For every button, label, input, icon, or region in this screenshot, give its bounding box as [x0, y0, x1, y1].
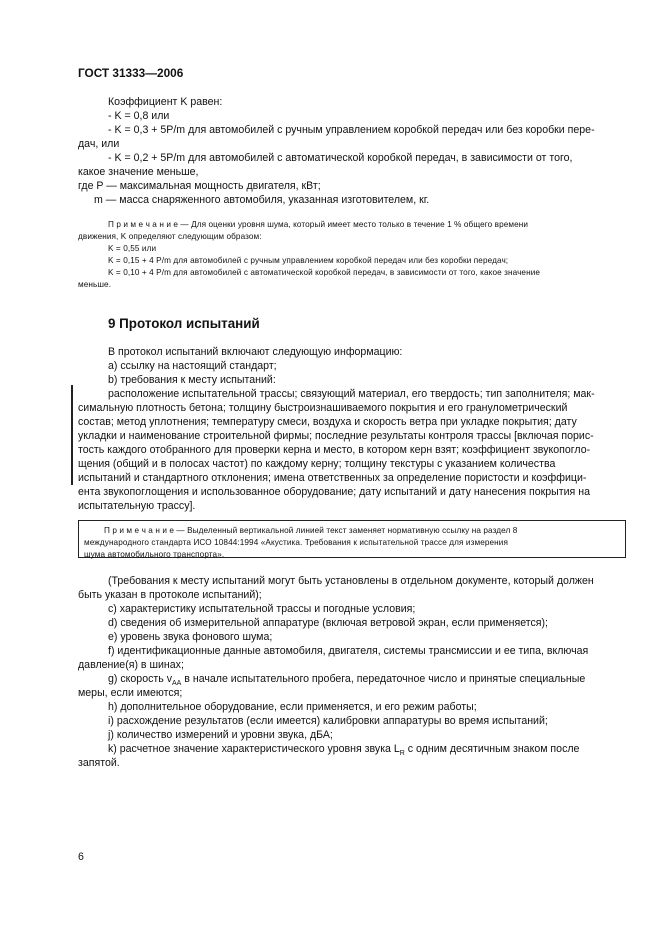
list-item-k	[108, 743, 579, 760]
change-marker-bar	[71, 385, 73, 485]
note2-line-2: международного стандарта ИСО 10844:1994 «Акустика. Требования к испытательной трассе для измерения	[84, 538, 508, 547]
list-item-a: a) ссылку на настоящий стандарт;	[108, 360, 277, 372]
site-requirements-line-7: испытаний и стандартного отклонения; имена ответственных за определение пористости и коэффици-	[78, 472, 587, 484]
list-item-f: f) идентификационные данные автомобиля, двигателя, системы трансмиссии и ее типа, включая	[108, 645, 589, 657]
note1-line-3: K = 0,55 или	[108, 244, 157, 253]
level-subscript: R	[399, 750, 405, 758]
note1-line-4: K = 0,15 + 4 P/m для автомобилей с ручным управлением коробкой передач или без коробки передач;	[108, 256, 509, 265]
note2-line-3: шума автомобильного транспорта».	[84, 550, 225, 559]
list-item-k-cont: запятой.	[78, 757, 120, 769]
coef-where-m: m — масса снаряженного автомобиля, указанная изготовителем, кг.	[94, 194, 430, 206]
list-item-i: i) расхождение результатов (если имеется) калибровки аппаратуры во время испытаний;	[108, 715, 548, 727]
list-item-g-start: g) скорость v	[108, 673, 172, 685]
section-intro: В протокол испытаний включают следующую информацию:	[108, 346, 403, 358]
site-requirements-note-cont: быть указан в протоколе испытаний);	[78, 589, 262, 601]
site-requirements-line-9: испытательную трассу].	[78, 500, 196, 512]
list-item-b: b) требования к месту испытаний:	[108, 374, 276, 386]
list-item-g-cont: меры, если имеются;	[78, 687, 183, 699]
document-header: ГОСТ 31333—2006	[78, 66, 184, 80]
site-requirements-line-2: симальную плотность бетона; толщину быстроизнашиваемого покрытия и его гранулометрический	[78, 402, 568, 414]
page-number: 6	[78, 851, 84, 863]
site-requirements-line-8: ента звукопоглощения и использованное оборудование; дату испытаний и дату нанесения покрытия на	[78, 486, 590, 498]
list-item-k-start: k) расчетное значение характеристического уровня звука L	[108, 743, 400, 755]
list-item-k-end: с одним десятичным знаком после	[404, 743, 580, 755]
speed-subscript: AA	[172, 680, 182, 688]
list-item-e: e) уровень звука фонового шума;	[108, 631, 273, 643]
coef-option-1: - K = 0,8 или	[108, 110, 170, 122]
list-item-c: c) характеристику испытательной трассы и погодные условия;	[108, 603, 416, 615]
coef-option-2-cont: дач, или	[78, 138, 120, 150]
section-heading: 9 Протокол испытаний	[108, 316, 260, 331]
list-item-g-end: в начале испытательного пробега, передаточное число и принятые специальные	[181, 673, 586, 685]
site-requirements-line-5: тость каждого отобранного для проверки керна и место, в котором керн взят; коэффициент звукопогло-	[78, 444, 591, 456]
coef-option-3-cont: какое значение меньше,	[78, 166, 199, 178]
coef-where-p: где P — максимальная мощность двигателя, кВт;	[78, 180, 321, 192]
site-requirements-line-3: состав; метод уплотнения; температуру смеси, воздуха и скорость ветра при укладке покрытия; дату	[78, 416, 577, 428]
list-item-d: d) сведения об измерительной аппаратуре (включая ветровой экран, если применяется);	[108, 617, 548, 629]
note1-line-5: K = 0,10 + 4 P/m для автомобилей с автоматической коробкой передач, в зависимости от того, какое значение	[108, 268, 541, 277]
note1-line-6: меньше.	[78, 280, 112, 289]
list-item-j: j) количество измерений и уровни звука, дБА;	[108, 729, 333, 741]
coef-intro: Коэффициент K равен:	[108, 96, 223, 108]
site-requirements-line-6: щения (общий и в полосах частот) по каждому керну; толщину текстуры с указанием количества	[78, 458, 556, 470]
coef-option-3: - K = 0,2 + 5P/m для автомобилей с автоматической коробкой передач, в зависимости от того,	[108, 152, 573, 164]
site-requirements-note: (Требования к месту испытаний могут быть установлены в отдельном документе, который должен	[108, 575, 594, 587]
list-item-h: h) дополнительное оборудование, если применяется, и его режим работы;	[108, 701, 477, 713]
list-item-f-cont: давление(я) в шинах;	[78, 659, 184, 671]
note2-line-1: П р и м е ч а н и е — Выделенный вертикальной линией текст заменяет нормативную ссылку на раздел 8	[104, 526, 518, 535]
coef-option-2: - K = 0,3 + 5P/m для автомобилей с ручным управлением коробкой передач или без коробки пере-	[108, 124, 595, 136]
note1-line-2: движения, K определяют следующим образом:	[78, 232, 262, 241]
site-requirements-line-4: укладки и наименование строительной фирмы; последние результаты контроля трассы [включая порис-	[78, 430, 594, 442]
note1-line-1: П р и м е ч а н и е — Для оценки уровня шума, который имеет место только в течение 1 % общего времени	[108, 220, 529, 229]
site-requirements-line-1: расположение испытательной трассы; связующий материал, его твердость; тип заполнителя; мак-	[108, 388, 595, 400]
